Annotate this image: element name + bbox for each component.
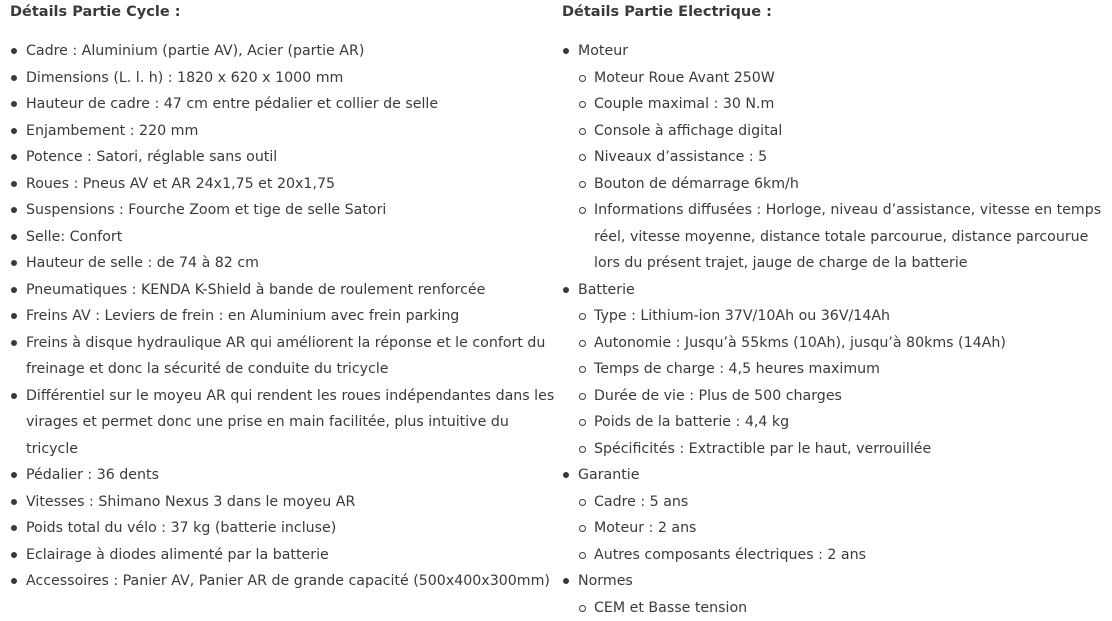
bullet-icon <box>11 472 17 478</box>
list-item-text: Dimensions (L. l. h) : 1820 x 620 x 1000 mm <box>26 70 343 86</box>
cycle-details-list <box>10 38 558 595</box>
list-item <box>10 383 558 463</box>
list-item <box>10 303 558 330</box>
bullet-icon <box>11 181 17 187</box>
list-item-text: Pédalier : 36 dents <box>26 467 159 483</box>
sub-list-item-text: CEM et Basse tension <box>594 600 747 616</box>
bullet-icon <box>11 260 17 266</box>
list-item <box>10 462 558 489</box>
list-item-text: Selle: Confort <box>26 229 122 245</box>
sub-list-item-text: Cadre : 5 ans <box>594 494 688 510</box>
list-item-text: Cadre : Aluminium (partie AV), Acier (partie AR) <box>26 43 364 59</box>
sub-list-item <box>578 356 1110 383</box>
electric-details-list <box>562 38 1110 621</box>
bullet-icon <box>563 578 569 584</box>
sub-list-item <box>578 542 1110 569</box>
list-item <box>10 171 558 198</box>
list-item <box>10 38 558 65</box>
list-item-batterie <box>562 277 1110 463</box>
list-item <box>10 91 558 118</box>
sub-list-moteur <box>578 65 1110 277</box>
circle-bullet-icon <box>579 101 586 108</box>
sub-list-item <box>578 118 1110 145</box>
circle-bullet-icon <box>579 366 586 373</box>
sub-list-item <box>578 595 1110 621</box>
list-item-text: Hauteur de cadre : 47 cm entre pédalier et collier de selle <box>26 96 438 112</box>
sub-list-item-text: Moteur Roue Avant 250W <box>594 70 775 86</box>
list-item-text: Pneumatiques : KENDA K-Shield à bande de roulement renforcée <box>26 282 485 298</box>
sub-list-item <box>578 436 1110 463</box>
bullet-icon <box>11 393 17 399</box>
list-item-text: Poids total du vélo : 37 kg (batterie incluse) <box>26 520 336 536</box>
bullet-icon <box>11 48 17 54</box>
group-label: Moteur <box>578 43 628 59</box>
bullet-icon <box>11 499 17 505</box>
sub-list-item <box>578 65 1110 92</box>
circle-bullet-icon <box>579 393 586 400</box>
group-label: Normes <box>578 573 633 589</box>
sub-list-batterie <box>578 303 1110 462</box>
list-item <box>10 542 558 569</box>
sub-list-item-text: Bouton de démarrage 6km/h <box>594 176 799 192</box>
list-item-text: Différentiel sur le moyeu AR qui rendent les roues indépendantes dans les virages et permet donc une prise en main facilitée, plus intuitive du tricycle <box>26 388 554 457</box>
bullet-icon <box>11 234 17 240</box>
list-item-text: Roues : Pneus AV et AR 24x1,75 et 20x1,75 <box>26 176 335 192</box>
list-item <box>10 568 558 595</box>
list-item-garantie <box>562 462 1110 568</box>
bullet-icon <box>563 48 569 54</box>
circle-bullet-icon <box>579 499 586 506</box>
list-item <box>10 197 558 224</box>
list-item <box>10 118 558 145</box>
circle-bullet-icon <box>579 154 586 161</box>
circle-bullet-icon <box>579 181 586 188</box>
list-item-text: Hauteur de selle : de 74 à 82 cm <box>26 255 259 271</box>
sub-list-item-text: Moteur : 2 ans <box>594 520 696 536</box>
bullet-icon <box>11 75 17 81</box>
circle-bullet-icon <box>579 419 586 426</box>
bullet-icon <box>11 287 17 293</box>
bullet-icon <box>11 552 17 558</box>
cycle-details-section <box>10 0 558 595</box>
circle-bullet-icon <box>579 525 586 532</box>
bullet-icon <box>11 525 17 531</box>
list-item-text: Eclairage à diodes alimenté par la batterie <box>26 547 329 563</box>
circle-bullet-icon <box>579 207 586 214</box>
circle-bullet-icon <box>579 605 586 612</box>
sub-list-item <box>578 515 1110 542</box>
group-label: Batterie <box>578 282 635 298</box>
sub-list-item <box>578 171 1110 198</box>
circle-bullet-icon <box>579 128 586 135</box>
sub-list-item-text: Durée de vie : Plus de 500 charges <box>594 388 842 404</box>
group-label: Garantie <box>578 467 639 483</box>
electric-details-section <box>562 0 1110 621</box>
sub-list-item <box>578 91 1110 118</box>
circle-bullet-icon <box>579 75 586 82</box>
sub-list-item-text: Niveaux d’assistance : 5 <box>594 149 767 165</box>
sub-list-garantie <box>578 489 1110 569</box>
bullet-icon <box>563 472 569 478</box>
sub-list-item-text: Autres composants électriques : 2 ans <box>594 547 866 563</box>
list-item <box>10 489 558 516</box>
sub-list-item <box>578 303 1110 330</box>
list-item <box>10 144 558 171</box>
sub-list-item <box>578 489 1110 516</box>
bullet-icon <box>11 128 17 134</box>
sub-list-item-text: Type : Lithium-ion 37V/10Ah ou 36V/14Ah <box>594 308 890 324</box>
list-item <box>10 65 558 92</box>
sub-list-normes <box>578 595 1110 621</box>
list-item <box>10 330 558 383</box>
sub-list-item-text: Console à affichage digital <box>594 123 782 139</box>
sub-list-item <box>578 197 1110 277</box>
sub-list-item-text: Temps de charge : 4,5 heures maximum <box>594 361 880 377</box>
list-item-text: Potence : Satori, réglable sans outil <box>26 149 277 165</box>
list-item <box>10 515 558 542</box>
list-item <box>10 224 558 251</box>
sub-list-item-text: Couple maximal : 30 N.m <box>594 96 774 112</box>
sub-list-item-text: Spécificités : Extractible par le haut, verrouillée <box>594 441 931 457</box>
list-item-text: Suspensions : Fourche Zoom et tige de selle Satori <box>26 202 386 218</box>
list-item-text: Enjambement : 220 mm <box>26 123 198 139</box>
bullet-icon <box>563 287 569 293</box>
sub-list-item-text: Poids de la batterie : 4,4 kg <box>594 414 789 430</box>
list-item <box>10 277 558 304</box>
sub-list-item <box>578 330 1110 357</box>
bullet-icon <box>11 340 17 346</box>
bullet-icon <box>11 101 17 107</box>
list-item-moteur <box>562 38 1110 277</box>
sub-list-item-text: Autonomie : Jusqu’à 55kms (10Ah), jusqu’à 80kms (14Ah) <box>594 335 1006 351</box>
list-item <box>10 250 558 277</box>
list-item-text: Freins à disque hydraulique AR qui améliorent la réponse et le confort du freinage et donc la sécurité de conduite du tricycle <box>26 335 545 378</box>
circle-bullet-icon <box>579 340 586 347</box>
bullet-icon <box>11 578 17 584</box>
circle-bullet-icon <box>579 552 586 559</box>
circle-bullet-icon <box>579 446 586 453</box>
circle-bullet-icon <box>579 313 586 320</box>
list-item-text: Freins AV : Leviers de frein : en Aluminium avec frein parking <box>26 308 459 324</box>
cycle-details-heading: Détails Partie Cycle : <box>10 0 558 24</box>
sub-list-item <box>578 409 1110 436</box>
sub-list-item <box>578 383 1110 410</box>
bullet-icon <box>11 313 17 319</box>
list-item-normes <box>562 568 1110 621</box>
electric-details-heading: Détails Partie Electrique : <box>562 0 1110 24</box>
list-item-text: Vitesses : Shimano Nexus 3 dans le moyeu AR <box>26 494 355 510</box>
bullet-icon <box>11 207 17 213</box>
sub-list-item <box>578 144 1110 171</box>
bullet-icon <box>11 154 17 160</box>
sub-list-item-text: Informations diffusées : Horloge, niveau d’assistance, vitesse en temps réel, vitesse moyenne, distance totale parcourue, distance parcourue lors du présent trajet, jauge de charge de la batterie <box>594 202 1101 271</box>
list-item-text: Accessoires : Panier AV, Panier AR de grande capacité (500x400x300mm) <box>26 573 550 589</box>
